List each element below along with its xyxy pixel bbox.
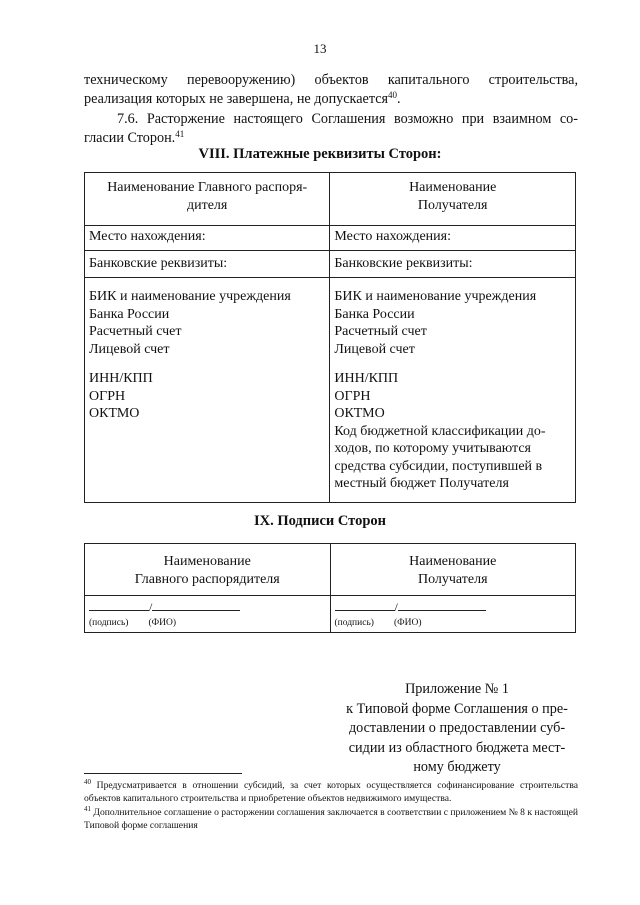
signatures-table [84,543,576,633]
signature-header-recipient: Наименование Получателя [330,544,576,596]
signature-block-left: / (подпись) (ФИО) [85,596,331,633]
signature-label-right: (подпись) [334,618,374,628]
name-label-right: (ФИО) [393,618,422,628]
footnote-40: $^{40}$ Предусматривается в отношении субсидий, за счет которых осуществляется софинансирование строительства объектов капитального строительства и приобретение объектов недвижимого имущества. [84,778,578,804]
name-label-left: (ФИО) [148,618,177,628]
paragraph-7-6-line-1: 7.6. Расторжение настоящего Соглашения возможно при взаимном со- [117,111,578,127]
intro-line-2: реализация которых не завершена, не допускается$^{40}$. [84,90,401,107]
header-main-administrator: Наименование Главного распоря- дителя [85,173,330,226]
footnote-separator [84,773,242,774]
payment-details-table [84,172,576,503]
footnote-ref-40: 40 [388,90,398,100]
footnote-41: $^{41}$ Дополнительное соглашение о расторжении соглашения заключается в соответствии с приложением № 8 к настоящей Типовой форме соглашения [84,805,578,831]
signature-block-right: / (подпись) (ФИО) [330,596,576,633]
bank-details-left: Банковские реквизиты: [85,251,330,278]
appendix-note: Приложение № 1 к Типовой форме Соглашения о пре- доставлении о предоставлении суб- сидии из областного бюджета мест- ному бюджету [346,681,568,775]
location-left: Место нахождения: [85,226,330,251]
location-right: Место нахождения: [330,226,576,251]
details-left: БИК и наименование учреждения Банка России Расчетный счет Лицевой счет ИНН/КПП ОГРН ОКТМО [85,278,330,503]
page-number: 13 [313,41,327,56]
signature-label-left: (подпись) [89,618,129,628]
bank-details-right: Банковские реквизиты: [330,251,576,278]
details-right: БИК и наименование учреждения Банка России Расчетный счет Лицевой счет ИНН/КПП ОГРН ОКТМО Код бюджетной классификации до- ходов, по которому учитываются средства субсидии, поступившей в местный бюджет Получателя [330,278,576,503]
paragraph-7-6-line-2: гласии Сторон.$^{41}$ [84,129,185,146]
signature-header-administrator: Наименование Главного распорядителя [85,544,331,596]
footnote-ref-41: 41 [175,129,185,139]
section-8-title: VIII. Платежные реквизиты Сторон: [198,146,442,162]
intro-line-1: техническому перевооружению) объектов капитального строительства, [84,72,578,88]
section-9-title: IX. Подписи Сторон [253,513,387,529]
header-recipient: Наименование Получателя [330,173,576,226]
